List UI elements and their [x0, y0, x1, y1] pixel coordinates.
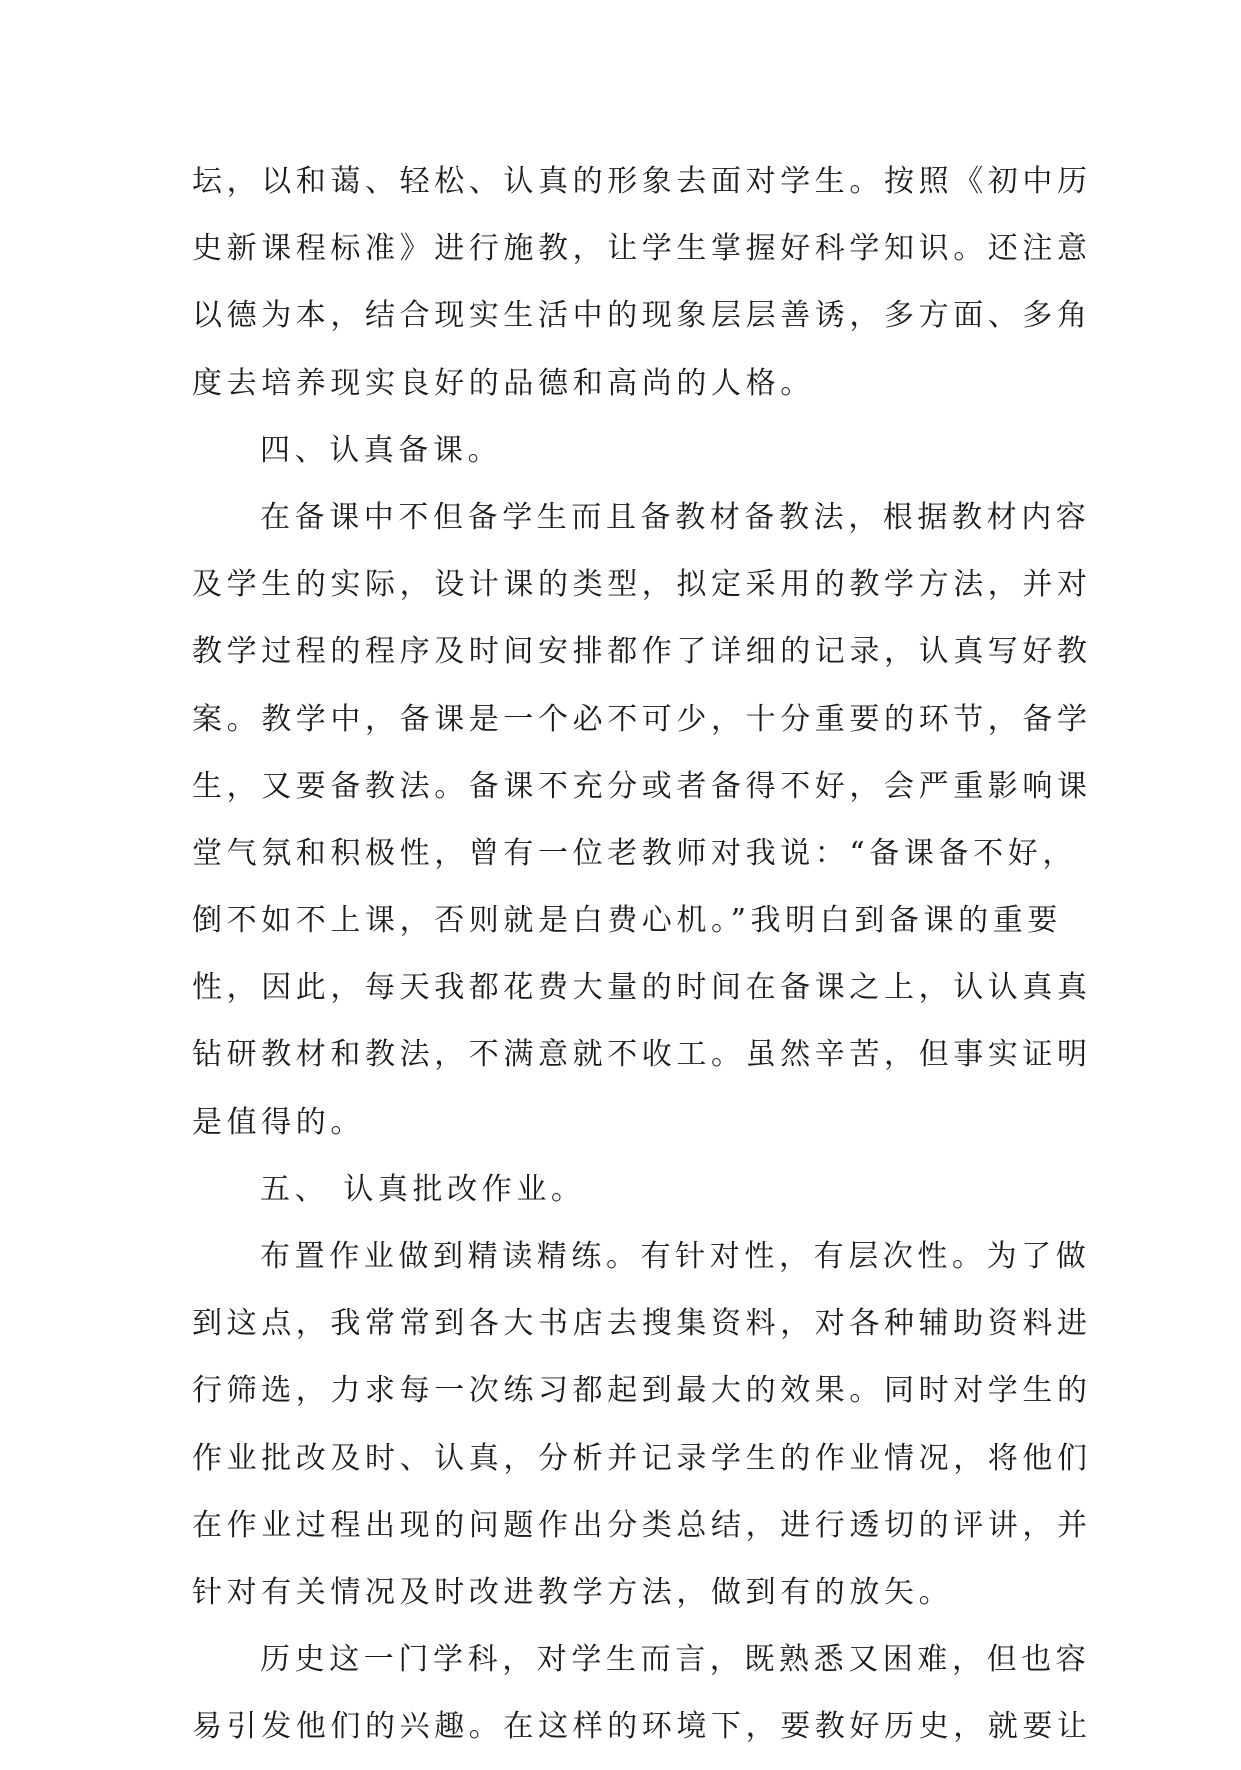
- text-line: 针对有关情况及时改进教学方法，做到有的放矢。: [192, 1574, 954, 1610]
- text-line: 以德为本，结合现实生活中的现象层层善诱，多方面、多角: [192, 298, 1092, 334]
- text-line: 堂气氛和积极性，曾有一位老教师对我说：“备课备不好，: [192, 835, 1077, 871]
- text-line: 作业批改及时、认真，分析并记录学生的作业情况，将他们: [192, 1440, 1092, 1476]
- text-line: 性，因此，每天我都花费大量的时间在备课之上，认认真真: [192, 970, 1092, 1006]
- text-line: 四、认真备课。: [260, 432, 503, 468]
- text-line: 到这点，我常常到各大书店去搜集资料，对各种辅助资料进: [192, 1306, 1092, 1342]
- text-line: 倒不如不上课，否则就是白费心机。”我明白到备课的重要: [192, 903, 1062, 939]
- text-line: 坛，以和蔼、轻松、认真的形象去面对学生。按照《初中历: [192, 164, 1092, 199]
- text-line: 在备课中不但备学生而且备教材备教法，根据教材内容: [260, 499, 1091, 535]
- text-line: 是值得的。: [192, 1104, 365, 1140]
- text-line: 历史这一门学科，对学生而言，既熟悉又困难，但也容: [260, 1642, 1091, 1678]
- text-line: 易引发他们的兴趣。在这样的环境下，要教好历史，就要让: [192, 1709, 1092, 1745]
- text-line: 史新课程标准》进行施教，让学生掌握好科学知识。还注意: [192, 231, 1092, 267]
- text-line: 度去培养现实良好的品德和高尚的人格。: [192, 365, 815, 401]
- text-line: 布置作业做到精读精练。有针对性，有层次性。为了做: [260, 1239, 1091, 1274]
- text-line: 行筛选，力求每一次练习都起到最大的效果。同时对学生的: [192, 1373, 1092, 1409]
- text-line: 及学生的实际，设计课的类型，拟定采用的教学方法，并对: [192, 567, 1092, 603]
- text-line: 教学过程的程序及时间安排都作了详细的记录，认真写好教: [192, 634, 1092, 670]
- text-line: 在作业过程出现的问题作出分类总结，进行透切的评讲，并: [192, 1507, 1092, 1543]
- text-line: 案。教学中，备课是一个必不可少，十分重要的环节，备学: [192, 701, 1092, 737]
- text-line: 五、 认真批改作业。: [260, 1171, 586, 1207]
- text-line: 钻研教材和教法，不满意就不收工。虽然辛苦，但事实证明: [192, 1037, 1092, 1073]
- document-body: [192, 157, 1092, 1770]
- text-line: 生，又要备教法。备课不充分或者备得不好，会严重影响课: [192, 768, 1092, 804]
